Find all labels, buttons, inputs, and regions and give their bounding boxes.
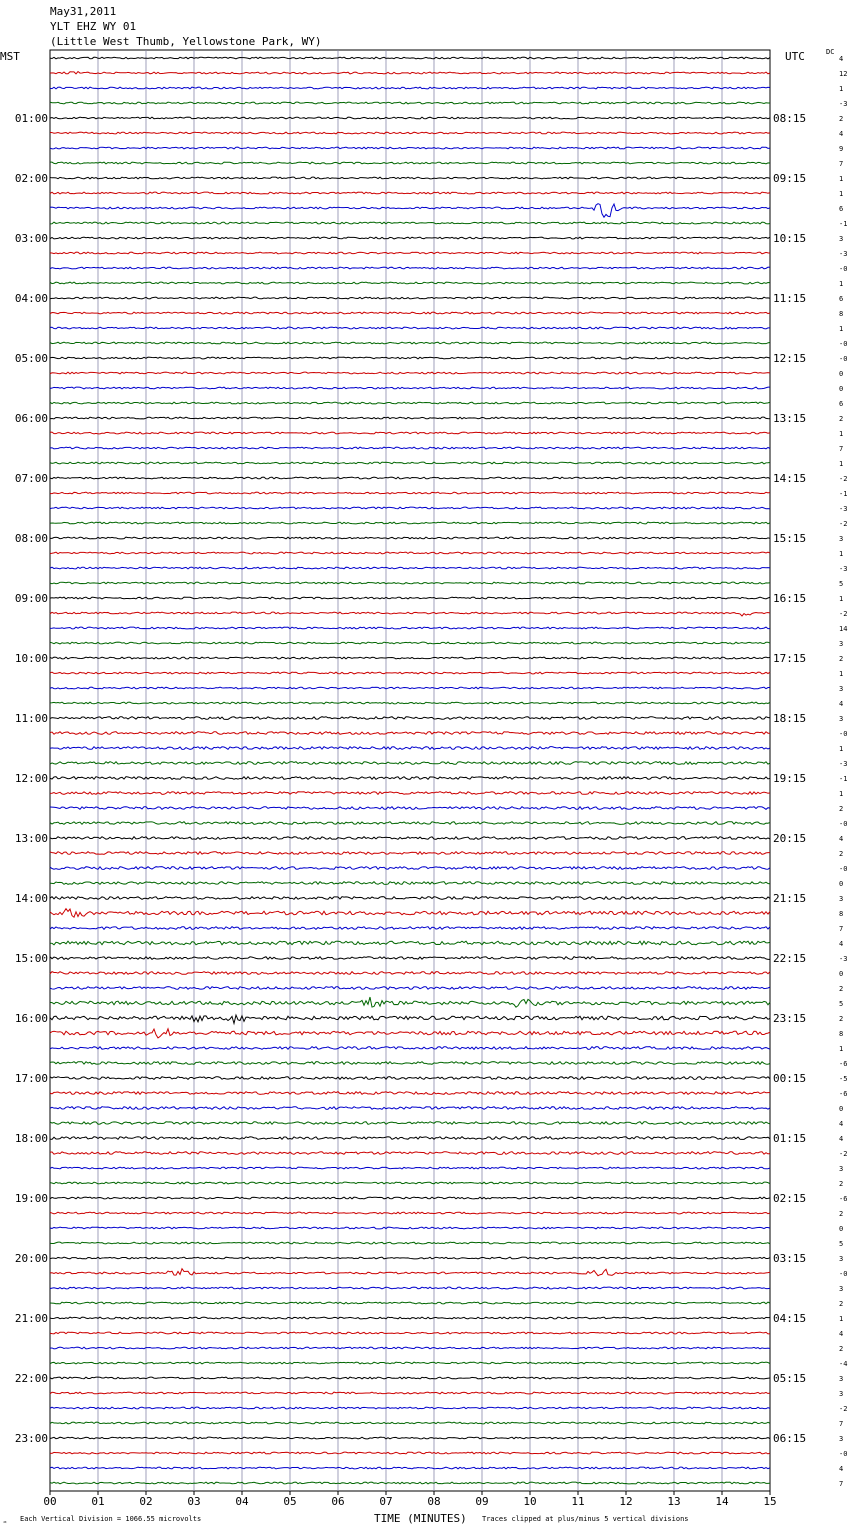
trace-row xyxy=(50,132,770,134)
dc-offset-value: 6 xyxy=(839,205,844,213)
utc-hour-label: 20:15 xyxy=(773,832,807,845)
dc-offset-value: 0 xyxy=(839,970,844,978)
dc-offset-value: 0 xyxy=(839,880,844,888)
mst-hour-label: 11:00 xyxy=(14,712,48,725)
dc-offset-value: 1 xyxy=(839,85,844,93)
trace-row xyxy=(50,282,770,284)
trace-row xyxy=(50,597,770,599)
dc-offset-value: 7 xyxy=(839,1420,844,1428)
trace-row xyxy=(50,1332,770,1334)
trace-row xyxy=(50,147,770,149)
trace-row xyxy=(50,672,770,674)
trace-row xyxy=(50,987,770,990)
trace-row xyxy=(50,552,770,554)
dc-offset-value: -2 xyxy=(839,610,848,618)
x-tick-label: 09 xyxy=(475,1495,489,1508)
utc-hour-label: 22:15 xyxy=(773,952,807,965)
dc-offset-value: 1 xyxy=(839,745,844,753)
trace-row xyxy=(50,1137,770,1140)
trace-row xyxy=(50,387,770,389)
dc-offset-value: 5 xyxy=(839,580,844,588)
trace-row xyxy=(50,582,770,584)
trace-row xyxy=(50,882,770,885)
header-location: (Little West Thumb, Yellowstone Park, WY) xyxy=(50,35,322,48)
trace-row xyxy=(50,687,770,689)
trace-row xyxy=(50,822,770,825)
dc-offset-value: -0 xyxy=(839,265,848,273)
trace-layer xyxy=(50,57,770,1484)
dc-offset-value: -3 xyxy=(839,760,848,768)
dc-offset-value: 7 xyxy=(839,160,844,168)
trace-row xyxy=(50,1362,770,1364)
utc-hour-label: 21:15 xyxy=(773,892,807,905)
footer-mark: ♒ xyxy=(3,1519,7,1526)
footer-division-note: Each Vertical Division = 1066.55 microvolts xyxy=(20,1515,202,1523)
grid-layer xyxy=(50,50,770,1495)
mst-hour-label: 17:00 xyxy=(14,1072,48,1085)
trace-row xyxy=(50,237,770,239)
trace-row xyxy=(50,1302,770,1304)
trace-row xyxy=(50,192,770,194)
mst-hour-label: 21:00 xyxy=(14,1312,48,1325)
mst-hour-label: 06:00 xyxy=(14,412,48,425)
dc-offset-value: 8 xyxy=(839,910,844,918)
dc-offset-value: 1 xyxy=(839,670,844,678)
x-tick-label: 12 xyxy=(619,1495,633,1508)
utc-hour-label: 11:15 xyxy=(773,292,807,305)
mst-hour-label: 20:00 xyxy=(14,1252,48,1265)
trace-row xyxy=(50,522,770,524)
trace-row xyxy=(50,852,770,855)
dc-offset-value: 2 xyxy=(839,1210,844,1218)
dc-offset-value: 3 xyxy=(839,535,844,543)
dc-offset-value: 3 xyxy=(839,1255,844,1263)
trace-row xyxy=(50,1452,770,1454)
dc-offset-value: 8 xyxy=(839,1030,844,1038)
dc-offset-value: -2 xyxy=(839,1405,848,1413)
trace-row xyxy=(50,327,770,329)
dc-offset-value: 3 xyxy=(839,1285,844,1293)
trace-row xyxy=(50,162,770,164)
trace-row xyxy=(50,57,770,59)
trace-row xyxy=(50,732,770,735)
dc-offset-value: -3 xyxy=(839,955,848,963)
trace-row xyxy=(50,972,770,975)
trace-row xyxy=(50,1197,770,1199)
trace-row xyxy=(50,177,770,179)
dc-offset-value: 9 xyxy=(839,145,844,153)
mst-hour-label: 15:00 xyxy=(14,952,48,965)
x-axis-label: TIME (MINUTES) xyxy=(374,1512,467,1525)
dc-offset-value: 2 xyxy=(839,1300,844,1308)
utc-hour-label: 14:15 xyxy=(773,472,807,485)
dc-offset-value: 3 xyxy=(839,1375,844,1383)
dc-offset-value: -1 xyxy=(839,490,848,498)
dc-offset-value: 7 xyxy=(839,1480,844,1488)
dc-offset-value: -2 xyxy=(839,475,848,483)
dc-offset-value: -6 xyxy=(839,1195,848,1203)
dc-offset-value: 3 xyxy=(839,685,844,693)
mst-hour-label: 18:00 xyxy=(14,1132,48,1145)
trace-row xyxy=(50,537,770,539)
trace-row xyxy=(50,1062,770,1065)
x-tick-label: 10 xyxy=(523,1495,537,1508)
x-tick-label: 00 xyxy=(43,1495,57,1508)
utc-hour-label: 02:15 xyxy=(773,1192,807,1205)
mst-hour-label: 08:00 xyxy=(14,532,48,545)
dc-offset-value: 1 xyxy=(839,280,844,288)
dc-offset-value: 1 xyxy=(839,550,844,558)
dc-offset-value: 5 xyxy=(839,1240,844,1248)
dc-offset-value: 1 xyxy=(839,190,844,198)
dc-offset-value: 1 xyxy=(839,175,844,183)
dc-offset-value: 0 xyxy=(839,385,844,393)
dc-offset-value: -6 xyxy=(839,1060,848,1068)
dc-offset-value: -5 xyxy=(839,1075,848,1083)
trace-row xyxy=(50,477,770,479)
trace-row xyxy=(50,1269,770,1276)
dc-offset-value: -0 xyxy=(839,730,848,738)
mst-hour-label: 23:00 xyxy=(14,1432,48,1445)
dc-column-label: DC xyxy=(826,48,835,56)
dc-offset-value: -3 xyxy=(839,100,848,108)
x-tick-label: 14 xyxy=(715,1495,729,1508)
trace-row xyxy=(50,1377,770,1379)
dc-offset-value: -4 xyxy=(839,1360,848,1368)
dc-offset-value: -2 xyxy=(839,520,848,528)
trace-row xyxy=(50,702,770,704)
utc-hour-label: 09:15 xyxy=(773,172,807,185)
trace-row xyxy=(50,1347,770,1349)
dc-offset-value: 2 xyxy=(839,115,844,123)
dc-offset-value: 4 xyxy=(839,700,844,708)
trace-row xyxy=(50,312,770,314)
trace-row xyxy=(50,432,770,434)
dc-offset-value: 6 xyxy=(839,400,844,408)
trace-row xyxy=(50,117,770,119)
trace-row xyxy=(50,1407,770,1409)
trace-row xyxy=(50,372,770,374)
mst-hour-label: 07:00 xyxy=(14,472,48,485)
trace-row xyxy=(50,941,770,945)
trace-row xyxy=(50,957,770,960)
trace-row xyxy=(50,222,770,224)
utc-hour-label: 19:15 xyxy=(773,772,807,785)
dc-offset-value: 3 xyxy=(839,235,844,243)
dc-offset-value: 2 xyxy=(839,850,844,858)
dc-offset-value: -0 xyxy=(839,865,848,873)
mst-hour-label: 01:00 xyxy=(14,112,48,125)
trace-row xyxy=(50,72,770,74)
trace-row xyxy=(50,1015,770,1023)
trace-row xyxy=(50,777,770,780)
trace-row xyxy=(50,1422,770,1424)
trace-row xyxy=(50,927,770,930)
trace-row xyxy=(50,717,770,720)
x-tick-label: 02 xyxy=(139,1495,153,1508)
dc-offset-value: 7 xyxy=(839,445,844,453)
dc-offset-value: -0 xyxy=(839,340,848,348)
trace-row xyxy=(50,267,770,269)
utc-hour-label: 06:15 xyxy=(773,1432,807,1445)
trace-row xyxy=(50,807,770,810)
mst-hour-label: 02:00 xyxy=(14,172,48,185)
utc-hour-label: 17:15 xyxy=(773,652,807,665)
dc-offset-value: -3 xyxy=(839,565,848,573)
mst-hour-label: 13:00 xyxy=(14,832,48,845)
utc-hour-label: 18:15 xyxy=(773,712,807,725)
trace-row xyxy=(50,1242,770,1244)
dc-offset-value: 6 xyxy=(839,295,844,303)
dc-offset-value: 4 xyxy=(839,835,844,843)
trace-row xyxy=(50,447,770,449)
trace-row xyxy=(50,642,770,644)
dc-offset-value: 1 xyxy=(839,460,844,468)
trace-row xyxy=(50,792,770,795)
trace-row xyxy=(50,462,770,464)
trace-row xyxy=(50,1107,770,1110)
utc-hour-label: 05:15 xyxy=(773,1372,807,1385)
trace-row xyxy=(50,297,770,299)
dc-offset-value: 2 xyxy=(839,415,844,423)
dc-offset-value: -6 xyxy=(839,1090,848,1098)
dc-offset-value: 3 xyxy=(839,1165,844,1173)
dc-offset-value: 4 xyxy=(839,55,844,63)
trace-row xyxy=(50,402,770,404)
trace-row xyxy=(50,1122,770,1125)
trace-row xyxy=(50,417,770,419)
dc-offset-value: -1 xyxy=(839,775,848,783)
dc-offset-value: 7 xyxy=(839,925,844,933)
mst-hour-label: 16:00 xyxy=(14,1012,48,1025)
trace-row xyxy=(50,1257,770,1259)
trace-row xyxy=(50,1482,770,1484)
utc-hour-label: 00:15 xyxy=(773,1072,807,1085)
dc-offset-value: 0 xyxy=(839,1225,844,1233)
x-tick-label: 06 xyxy=(331,1495,345,1508)
dc-offset-value: 0 xyxy=(839,1105,844,1113)
label-layer xyxy=(15,55,848,1508)
trace-row xyxy=(50,567,770,569)
trace-row xyxy=(50,1077,770,1080)
mst-hour-label: 14:00 xyxy=(14,892,48,905)
trace-row xyxy=(50,747,770,750)
dc-offset-value: -0 xyxy=(839,1450,848,1458)
trace-row xyxy=(50,997,770,1007)
dc-offset-value: -0 xyxy=(839,355,848,363)
x-tick-label: 13 xyxy=(667,1495,681,1508)
trace-row xyxy=(50,1317,770,1319)
mst-axis-label: MST xyxy=(0,50,20,63)
trace-row xyxy=(50,507,770,509)
trace-row xyxy=(50,837,770,840)
dc-offset-value: 12 xyxy=(839,70,848,78)
utc-hour-label: 04:15 xyxy=(773,1312,807,1325)
trace-row xyxy=(50,1152,770,1155)
utc-hour-label: 03:15 xyxy=(773,1252,807,1265)
dc-offset-value: 14 xyxy=(839,625,848,633)
dc-offset-value: 4 xyxy=(839,1120,844,1128)
utc-axis-label: UTC xyxy=(785,50,805,63)
x-tick-label: 03 xyxy=(187,1495,201,1508)
x-tick-label: 01 xyxy=(91,1495,105,1508)
trace-row xyxy=(50,357,770,359)
utc-hour-label: 08:15 xyxy=(773,112,807,125)
dc-offset-value: 1 xyxy=(839,1045,844,1053)
trace-row xyxy=(50,204,770,217)
trace-row xyxy=(50,867,770,870)
utc-hour-label: 01:15 xyxy=(773,1132,807,1145)
mst-hour-label: 04:00 xyxy=(14,292,48,305)
trace-row xyxy=(50,1182,770,1184)
footer-clip-note: Traces clipped at plus/minus 5 vertical divisions xyxy=(482,1515,689,1523)
trace-row xyxy=(50,627,770,629)
trace-row xyxy=(50,1029,770,1038)
mst-hour-label: 10:00 xyxy=(14,652,48,665)
utc-hour-label: 12:15 xyxy=(773,352,807,365)
dc-offset-value: 2 xyxy=(839,805,844,813)
mst-hour-label: 19:00 xyxy=(14,1192,48,1205)
dc-offset-value: -0 xyxy=(839,1270,848,1278)
trace-row xyxy=(50,1047,770,1050)
trace-row xyxy=(50,612,770,616)
utc-hour-label: 15:15 xyxy=(773,532,807,545)
header-station: YLT EHZ WY 01 xyxy=(50,20,137,33)
x-tick-label: 08 xyxy=(427,1495,441,1508)
trace-row xyxy=(50,762,770,765)
dc-offset-value: 2 xyxy=(839,1345,844,1353)
mst-hour-label: 03:00 xyxy=(14,232,48,245)
trace-row xyxy=(50,897,770,900)
dc-offset-value: -0 xyxy=(839,820,848,828)
trace-row xyxy=(50,342,770,344)
dc-offset-value: 1 xyxy=(839,430,844,438)
x-tick-label: 04 xyxy=(235,1495,249,1508)
utc-hour-label: 13:15 xyxy=(773,412,807,425)
trace-row xyxy=(50,1392,770,1394)
dc-offset-value: 0 xyxy=(839,370,844,378)
dc-offset-value: 3 xyxy=(839,715,844,723)
trace-row xyxy=(50,87,770,89)
dc-offset-value: 1 xyxy=(839,1315,844,1323)
dc-offset-value: 2 xyxy=(839,1015,844,1023)
trace-row xyxy=(50,1092,770,1095)
trace-row xyxy=(50,657,770,659)
x-tick-label: 15 xyxy=(763,1495,777,1508)
dc-offset-value: 2 xyxy=(839,985,844,993)
trace-row xyxy=(50,1467,770,1469)
dc-offset-value: 4 xyxy=(839,1330,844,1338)
dc-offset-value: 1 xyxy=(839,790,844,798)
dc-offset-value: -3 xyxy=(839,250,848,258)
dc-offset-value: 4 xyxy=(839,130,844,138)
dc-offset-value: -3 xyxy=(839,505,848,513)
trace-row xyxy=(50,102,770,104)
dc-offset-value: 8 xyxy=(839,310,844,318)
utc-hour-label: 16:15 xyxy=(773,592,807,605)
trace-row xyxy=(50,1287,770,1289)
dc-offset-value: 2 xyxy=(839,1180,844,1188)
dc-offset-value: 3 xyxy=(839,1435,844,1443)
mst-hour-label: 05:00 xyxy=(14,352,48,365)
trace-row xyxy=(50,909,770,918)
mst-hour-label: 09:00 xyxy=(14,592,48,605)
trace-row xyxy=(50,1212,770,1214)
dc-offset-value: 2 xyxy=(839,655,844,663)
mst-hour-label: 22:00 xyxy=(14,1372,48,1385)
utc-hour-label: 10:15 xyxy=(773,232,807,245)
trace-row xyxy=(50,1227,770,1229)
dc-offset-value: 1 xyxy=(839,595,844,603)
x-tick-label: 11 xyxy=(571,1495,585,1508)
trace-row xyxy=(50,492,770,494)
dc-offset-value: 4 xyxy=(839,1465,844,1473)
header-date: May31,2011 xyxy=(50,5,117,18)
dc-offset-value: 5 xyxy=(839,1000,844,1008)
x-tick-label: 07 xyxy=(379,1495,393,1508)
dc-offset-value: -2 xyxy=(839,1150,848,1158)
dc-offset-value: 3 xyxy=(839,895,844,903)
mst-hour-label: 12:00 xyxy=(14,772,48,785)
trace-row xyxy=(50,1437,770,1439)
dc-offset-value: 1 xyxy=(839,325,844,333)
utc-hour-label: 23:15 xyxy=(773,1012,807,1025)
dc-offset-value: 3 xyxy=(839,1390,844,1398)
plot-frame xyxy=(50,50,770,1491)
dc-offset-value: 4 xyxy=(839,1135,844,1143)
dc-offset-value: 3 xyxy=(839,640,844,648)
trace-row xyxy=(50,1167,770,1169)
dc-offset-value: -1 xyxy=(839,220,848,228)
x-tick-label: 05 xyxy=(283,1495,297,1508)
dc-offset-value: 4 xyxy=(839,940,844,948)
trace-row xyxy=(50,252,770,254)
